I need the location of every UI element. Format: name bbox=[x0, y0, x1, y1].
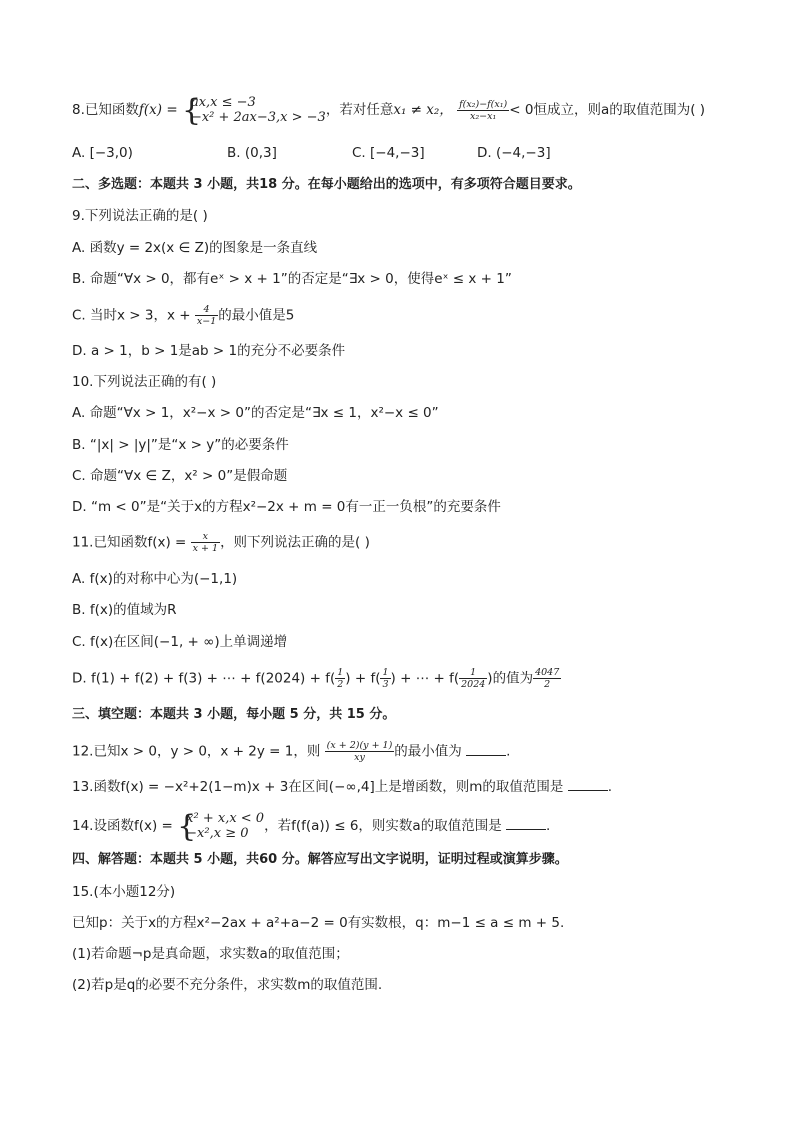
q11-option-c: C. f(x)在区间(−1, + ∞)上单调递增 bbox=[72, 634, 288, 650]
q10-option-a: A. 命题“∀x > 1，x²−x > 0”的否定是“∃x ≤ 1，x²−x ≤ 0” bbox=[72, 405, 439, 421]
section-2-heading: 二、多选题：本题共 3 小题，共18 分。在每小题给出的选项中，有多项符合题目要求。 bbox=[72, 177, 581, 192]
q9-c-numerator: 4 bbox=[195, 304, 218, 316]
q9-c-fraction bbox=[195, 304, 218, 327]
q11-d-part-3: ) + ⋯ + f( bbox=[390, 670, 460, 687]
option-a: A. [−3,0) bbox=[72, 145, 133, 161]
q11-d-frac-3-den: 2024 bbox=[461, 679, 486, 690]
answer-blank[interactable] bbox=[506, 816, 546, 830]
q14-period: . bbox=[546, 818, 551, 834]
q8-fraction bbox=[457, 99, 509, 122]
q11-d-part-2: ) + f( bbox=[345, 670, 381, 687]
q12-fraction bbox=[325, 740, 395, 763]
option-c: C. [−4,−3] bbox=[352, 145, 425, 161]
answer-blank[interactable] bbox=[568, 777, 608, 791]
q9-c-denominator: x−1 bbox=[196, 316, 217, 327]
q12-period: . bbox=[506, 743, 511, 760]
q12-numerator: (x + 2)(y + 1) bbox=[326, 740, 393, 751]
q9-c-prefix: C. 当时x > 3，x + bbox=[72, 307, 191, 324]
q8-piecewise bbox=[181, 93, 326, 128]
question-11-stem bbox=[72, 531, 370, 554]
q12-prefix: 12.已知x > 0，y > 0，x + 2y = 1，则 bbox=[72, 743, 321, 760]
section-3-heading: 三、填空题：本题共 3 小题，每小题 5 分，共 15 分。 bbox=[72, 707, 396, 722]
q11-fraction bbox=[191, 531, 220, 554]
q11-option-a: A. f(x)的对称中心为(−1,1) bbox=[72, 571, 238, 587]
q14-prefix: 14.设函数f(x) = bbox=[72, 818, 173, 834]
q14-case-1: x² + x,x < 0 bbox=[186, 811, 265, 826]
q15-given: 已知p：关于x的方程x²−2ax + a²+a−2 = 0有实数根，q：m−1 ≤ a ≤ m + 5. bbox=[72, 915, 565, 931]
q12-denominator: xy bbox=[354, 752, 365, 763]
q15-part-1: (1)若命题¬p是真命题，求实数a的取值范围； bbox=[72, 946, 349, 962]
q8-suffix: < 0恒成立，则a的取值范围为( ) bbox=[509, 102, 706, 118]
q8-mid: ，若对任意 bbox=[325, 102, 394, 118]
q11-d-frac-4 bbox=[533, 667, 561, 690]
q11-d-frac-1-den: 2 bbox=[337, 679, 344, 690]
q10-option-d: D. “m < 0”是“关于x的方程x²−2x + m = 0有一正一负根”的充要条件 bbox=[72, 499, 501, 515]
question-10-stem: 10.下列说法正确的有( ) bbox=[72, 374, 217, 390]
q11-suffix: ，则下列说法正确的是( ) bbox=[220, 534, 370, 551]
q14-suffix: ，若f(f(a)) ≤ 6，则实数a的取值范围是 bbox=[264, 818, 502, 834]
q11-option-b: B. f(x)的值域为R bbox=[72, 602, 177, 618]
q9-option-a: A. 函数y = 2x(x ∈ Z)的图象是一条直线 bbox=[72, 240, 318, 256]
question-15-title: 15.(本小题12分) bbox=[72, 884, 176, 900]
q8-frac-numerator: f(x₂)−f(x₁) bbox=[459, 98, 508, 110]
q11-prefix: 11.已知函数f(x) = bbox=[72, 534, 187, 551]
q11-d-frac-4-num: 4047 bbox=[535, 667, 560, 678]
q11-d-frac-1-num: 1 bbox=[337, 667, 344, 678]
q10-option-b: B. “|x| > |y|”是“x > y”的必要条件 bbox=[72, 437, 289, 453]
q8-case-2: −x² + 2ax−3,x > −3 bbox=[190, 110, 326, 125]
q8-function: f(x) = bbox=[138, 102, 178, 118]
q13-text: 13.函数f(x) = −x²+2(1−m)x + 3在区间(−∞,4]上是增函数，则m的取值范围是 bbox=[72, 779, 564, 795]
q15-part-2: (2)若p是q的必要不充分条件，求实数m的取值范围. bbox=[72, 977, 383, 993]
option-d: D. (−4,−3] bbox=[477, 145, 551, 161]
q11-d-part-4: )的值为 bbox=[487, 670, 534, 687]
q8-condition: x₁ ≠ x₂， bbox=[393, 102, 453, 118]
q11-denominator: x + 1 bbox=[192, 543, 219, 554]
q12-suffix: 的最小值为 bbox=[394, 743, 462, 760]
question-12 bbox=[72, 740, 510, 763]
q11-d-frac-2-num: 1 bbox=[382, 667, 389, 678]
brace-symbol: { bbox=[181, 93, 202, 128]
question-9-stem: 9.下列说法正确的是( ) bbox=[72, 208, 208, 224]
option-b: B. (0,3] bbox=[227, 145, 277, 161]
q11-numerator: x bbox=[191, 531, 220, 543]
q14-piecewise bbox=[177, 809, 265, 844]
q13-period: . bbox=[607, 779, 613, 795]
section-4-heading: 四、解答题：本题共 5 小题，共60 分。解答应写出文字说明，证明过程或演算步骤。 bbox=[72, 852, 568, 867]
q11-option-d bbox=[72, 667, 561, 690]
q9-c-suffix: 的最小值是5 bbox=[218, 307, 295, 324]
question-13 bbox=[72, 777, 612, 797]
q9-option-d: D. a > 1，b > 1是ab > 1的充分不必要条件 bbox=[72, 343, 346, 359]
q8-prefix: 8.已知函数 bbox=[72, 102, 139, 118]
brace-symbol: { bbox=[177, 809, 197, 844]
question-8-stem bbox=[72, 93, 706, 128]
q11-d-frac-3 bbox=[459, 667, 487, 690]
q14-case-2: −x²,x ≥ 0 bbox=[186, 826, 249, 841]
q11-d-frac-3-num: 1 bbox=[459, 667, 487, 679]
q11-d-frac-2 bbox=[380, 667, 390, 690]
q8-frac-denominator: x₂−x₁ bbox=[470, 110, 497, 122]
q9-option-c bbox=[72, 304, 294, 327]
q11-d-part-1: D. f(1) + f(2) + f(3) + ⋯ + f(2024) + f( bbox=[72, 670, 336, 687]
q9-option-b: B. 命题“∀x > 0，都有eˣ > x + 1”的否定是“∃x > 0，使得eˣ ≤ x + 1” bbox=[72, 271, 512, 287]
q11-d-frac-4-den: 2 bbox=[544, 679, 551, 690]
answer-blank[interactable] bbox=[466, 742, 506, 756]
question-14 bbox=[72, 809, 551, 844]
q11-d-frac-1 bbox=[335, 667, 345, 690]
q10-option-c: C. 命题“∀x ∈ Z，x² > 0”是假命题 bbox=[72, 468, 288, 484]
q8-case-1: ax,x ≤ −3 bbox=[190, 95, 256, 110]
q11-d-frac-2-den: 3 bbox=[382, 679, 389, 690]
